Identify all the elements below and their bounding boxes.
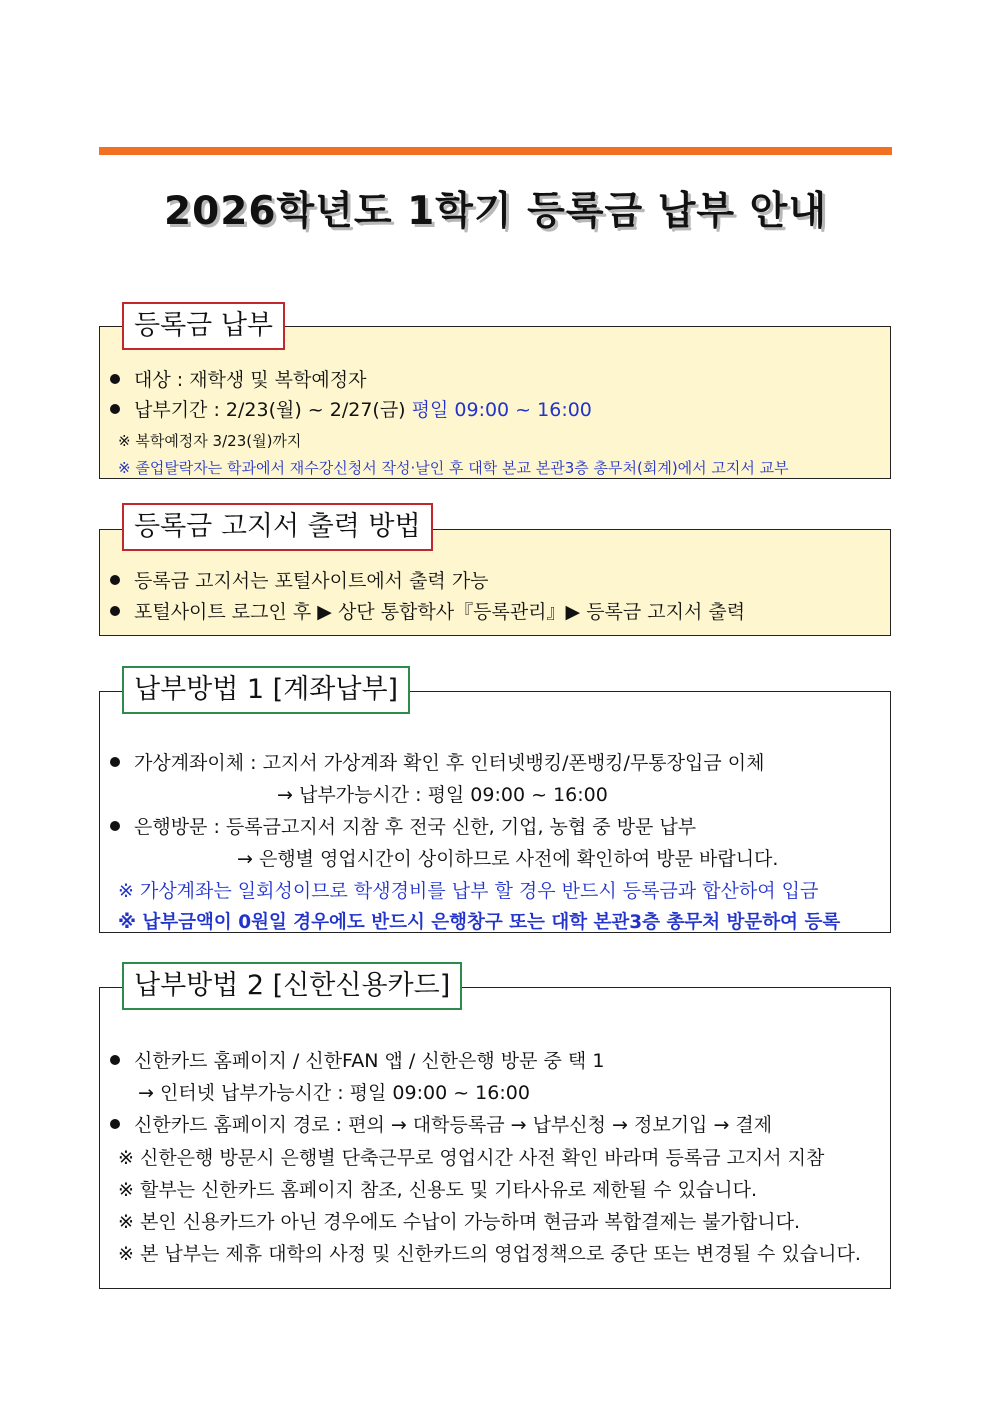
bullet-icon — [110, 575, 120, 585]
bank-visit-note: → 은행별 영업시간이 상이하므로 사전에 확인하여 방문 바랍니다. — [237, 848, 779, 870]
section-payment-tag: 등록금 납부 — [122, 302, 285, 350]
card-note-1: ※ 신한은행 방문시 은행별 단축근무로 영업시간 사전 확인 바라며 등록금 고지서 지참 — [118, 1147, 825, 1169]
virtual-account-line: 가상계좌이체 : 고지서 가상계좌 확인 후 인터넷뱅킹/폰뱅킹/무통장입금 이체 — [100, 748, 764, 775]
card-hours: → 인터넷 납부가능시간 : 평일 09:00 ~ 16:00 — [138, 1082, 530, 1104]
card-path-line: 신한카드 홈페이지 경로 : 편의 → 대학등록금 → 납부신청 → 정보기입 → 결제 — [100, 1110, 772, 1137]
bullet-icon — [110, 606, 120, 616]
card-note-3: ※ 본인 신용카드가 아닌 경우에도 수납이 가능하며 현금과 복합결제는 불가합니다. — [118, 1211, 800, 1233]
print-line-1: 등록금 고지서는 포털사이트에서 출력 가능 — [100, 566, 489, 593]
section-method-2-tag: 납부방법 2 [신한신용카드] — [122, 962, 462, 1010]
period-hours: 평일 09:00 ~ 16:00 — [411, 399, 592, 421]
card-note-4: ※ 본 납부는 제휴 대학의 사정 및 신한카드의 영업정책으로 중단 또는 변경될 수 있습니다. — [118, 1243, 861, 1265]
bullet-icon — [110, 1055, 120, 1065]
bullet-icon — [110, 374, 120, 384]
bullet-icon — [110, 821, 120, 831]
print-line-2: 포털사이트 로그인 후 ▶ 상단 통합학사『등록관리』▶ 등록금 고지서 출력 — [100, 597, 745, 624]
returnee-note: ※ 복학예정자 3/23(월)까지 — [118, 432, 302, 450]
virtual-account-warning: ※ 가상계좌는 일회성이므로 학생경비를 납부 할 경우 반드시 등록금과 합산하여 입금 — [118, 880, 819, 902]
graduation-fail-note: ※ 졸업탈락자는 학과에서 재수강신청서 작성·날인 후 대학 본교 본관3층 총무처(회계)에서 고지서 교부 — [118, 459, 789, 477]
bullet-icon — [110, 404, 120, 414]
page-title: 2026학년도 1학기 등록금 납부 안내 — [163, 189, 828, 234]
section-method-1-tag: 납부방법 1 [계좌납부] — [122, 666, 410, 714]
section-notice-print-tag: 등록금 고지서 출력 방법 — [122, 503, 433, 551]
section-method-2 — [99, 987, 891, 1289]
virtual-account-hours: → 납부가능시간 : 평일 09:00 ~ 16:00 — [277, 784, 608, 806]
period-line: 납부기간 : 2/23(월) ~ 2/27(금) 평일 09:00 ~ 16:00 — [100, 395, 592, 422]
bullet-icon — [110, 1119, 120, 1129]
header-accent-bar — [99, 147, 892, 155]
bank-visit-line: 은행방문 : 등록금고지서 지참 후 전국 신한, 기업, 농협 중 방문 납부 — [100, 812, 696, 839]
zero-amount-warning: ※ 납부금액이 0원일 경우에도 반드시 은행창구 또는 대학 본관3층 총무처 방문하여 등록 — [118, 912, 841, 933]
card-note-2: ※ 할부는 신한카드 홈페이지 참조, 신용도 및 기타사유로 제한될 수 있습니다. — [118, 1179, 758, 1201]
bullet-icon — [110, 757, 120, 767]
section-method-1 — [99, 691, 891, 933]
card-channels-line: 신한카드 홈페이지 / 신한FAN 앱 / 신한은행 방문 중 택 1 — [100, 1046, 604, 1073]
target-line: 대상 : 재학생 및 복학예정자 — [100, 365, 366, 392]
